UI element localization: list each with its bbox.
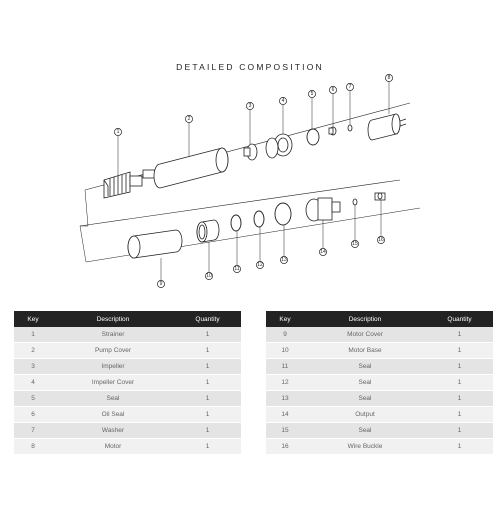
cell-quantity: 1: [426, 343, 493, 359]
table-row: [14, 439, 241, 455]
callout-16: 16: [378, 237, 384, 243]
table-row: [14, 359, 241, 375]
cell-key: 10: [266, 343, 304, 359]
table-row: [266, 391, 493, 407]
cell-description: Impeller Cover: [52, 375, 174, 391]
table-row: [14, 343, 241, 359]
cell-quantity: 1: [174, 343, 241, 359]
header-key: Key: [266, 311, 304, 327]
impeller-part: [244, 144, 257, 160]
cell-description: Wire Buckle: [304, 439, 426, 455]
oil-seal-part: [329, 127, 336, 135]
header-quantity: Quantity: [174, 311, 241, 327]
table-row: [14, 375, 241, 391]
cell-quantity: 1: [426, 423, 493, 439]
table-row: [266, 327, 493, 343]
cell-description: Output: [304, 407, 426, 423]
cell-description: Seal: [304, 391, 426, 407]
cell-description: Oil Seal: [52, 407, 174, 423]
seal-ring-5: [307, 129, 319, 145]
callout-10: 10: [206, 273, 212, 279]
callout-5: 5: [310, 91, 314, 97]
table-row: [266, 375, 493, 391]
cell-quantity: 1: [426, 407, 493, 423]
callout-14: 14: [320, 249, 326, 255]
cell-description: Seal: [52, 391, 174, 407]
impeller-cover-part: [266, 134, 292, 158]
fitting-part: [143, 170, 155, 178]
table-header-row: [266, 311, 493, 327]
callout-11: 11: [234, 266, 240, 272]
motor-base-part: [197, 220, 219, 242]
cell-key: 6: [14, 407, 52, 423]
cell-key: 16: [266, 439, 304, 455]
cell-key: 2: [14, 343, 52, 359]
callout-7: 7: [348, 84, 352, 90]
cell-description: Strainer: [52, 327, 174, 343]
table-row: [14, 423, 241, 439]
strainer-part: [104, 172, 142, 198]
cell-quantity: 1: [174, 359, 241, 375]
motor-part: [368, 114, 406, 140]
cell-key: 7: [14, 423, 52, 439]
cell-description: Motor: [52, 439, 174, 455]
table-row: [266, 423, 493, 439]
callout-6: 6: [331, 87, 335, 93]
output-part: [306, 198, 340, 221]
cell-key: 3: [14, 359, 52, 375]
callout-15: 15: [352, 241, 358, 247]
header-description: Description: [52, 311, 174, 327]
cell-description: Seal: [304, 375, 426, 391]
callout-13: 13: [281, 257, 287, 263]
header-quantity: Quantity: [426, 311, 493, 327]
cell-quantity: 1: [426, 439, 493, 455]
cell-key: 1: [14, 327, 52, 343]
cell-key: 11: [266, 359, 304, 375]
table-row: [14, 327, 241, 343]
table-row: [266, 343, 493, 359]
callout-2: 2: [187, 116, 191, 122]
cell-key: 15: [266, 423, 304, 439]
cell-description: Seal: [304, 423, 426, 439]
table-row: [14, 391, 241, 407]
seal-ring-13: [275, 203, 291, 225]
cell-quantity: 1: [174, 375, 241, 391]
callout-12: 12: [257, 262, 263, 268]
cell-quantity: 1: [174, 327, 241, 343]
cell-description: Motor Cover: [304, 327, 426, 343]
cell-key: 4: [14, 375, 52, 391]
frame-line: [80, 190, 88, 262]
wire-buckle-part: [375, 193, 385, 200]
pump-cover-part: [154, 148, 228, 188]
cell-quantity: 1: [426, 375, 493, 391]
cell-quantity: 1: [426, 327, 493, 343]
callout-3: 3: [248, 103, 252, 109]
callout-1: 1: [116, 129, 120, 135]
seal-ring-12: [254, 211, 264, 227]
table-row: [266, 439, 493, 455]
cell-description: Impeller: [52, 359, 174, 375]
cell-quantity: 1: [426, 391, 493, 407]
parts-table-right: [266, 311, 493, 455]
cell-key: 13: [266, 391, 304, 407]
table-row: [14, 407, 241, 423]
cell-key: 14: [266, 407, 304, 423]
callout-9: 9: [159, 281, 163, 287]
cell-quantity: 1: [174, 391, 241, 407]
callout-8: 8: [387, 75, 391, 81]
cell-description: Pump Cover: [52, 343, 174, 359]
cell-key: 9: [266, 327, 304, 343]
cell-description: Washer: [52, 423, 174, 439]
cell-key: 8: [14, 439, 52, 455]
seal-ring-15: [353, 199, 357, 205]
cell-description: Seal: [304, 359, 426, 375]
cell-key: 5: [14, 391, 52, 407]
cell-quantity: 1: [426, 359, 493, 375]
cell-quantity: 1: [174, 439, 241, 455]
header-description: Description: [304, 311, 426, 327]
cell-description: Motor Base: [304, 343, 426, 359]
cell-quantity: 1: [174, 423, 241, 439]
header-key: Key: [14, 311, 52, 327]
table-header-row: [14, 311, 241, 327]
motor-cover-part: [128, 230, 182, 258]
parts-table-left: [14, 311, 241, 455]
table-row: [266, 407, 493, 423]
seal-ring-11: [231, 215, 241, 231]
callout-4: 4: [281, 98, 285, 104]
washer-part: [348, 125, 352, 131]
diagram-title: DETAILED COMPOSITION: [176, 62, 324, 72]
table-row: [266, 359, 493, 375]
cell-quantity: 1: [174, 407, 241, 423]
cell-key: 12: [266, 375, 304, 391]
